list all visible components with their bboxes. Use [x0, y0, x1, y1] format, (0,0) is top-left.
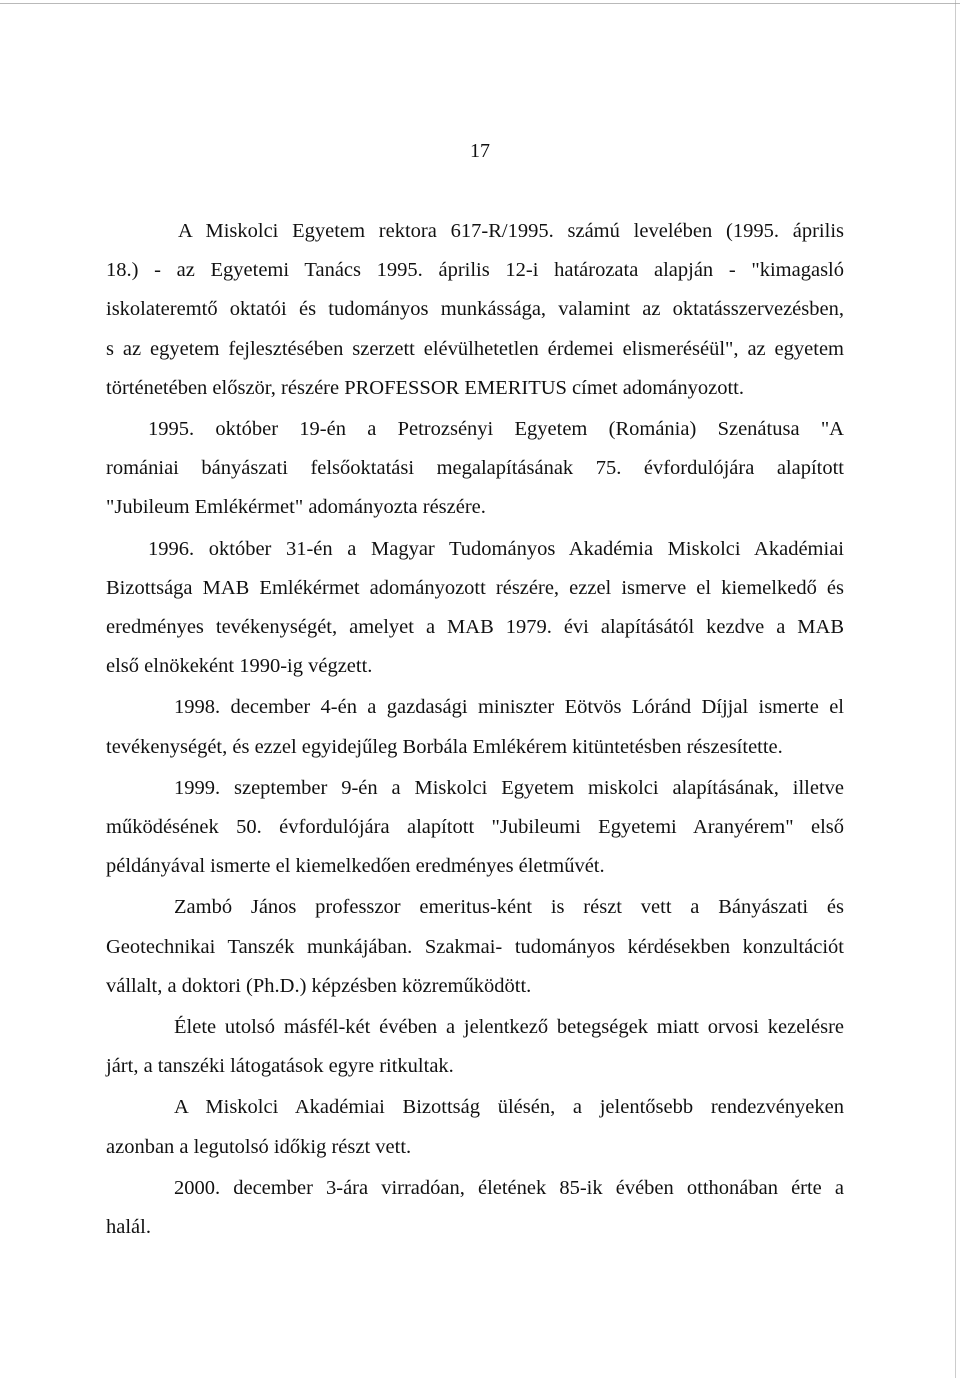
text-line: iskolateremtő oktatói és tudományos munkássága, valamint az oktatásszervezésben, — [106, 298, 844, 321]
paragraph-death — [106, 1169, 844, 1247]
text-line: 1995. október 19-én a Petrozsényi Egyetem (Románia) Szenátusa "A — [148, 418, 844, 441]
text-line: járt, a tanszéki látogatások egyre ritkultak. — [106, 1055, 454, 1078]
text-line: halál. — [106, 1216, 151, 1239]
text-line: 18.) - az Egyetemi Tanács 1995. április 12-i határozata alapján - "kimagasló — [106, 259, 844, 282]
text-line: példányával ismerte el kiemelkedően eredményes életművét. — [106, 855, 605, 878]
page-number: 17 — [470, 140, 490, 162]
paragraph-emeritus-work — [106, 888, 844, 1006]
paragraph-mab-medal — [106, 530, 844, 687]
text-line: romániai bányászati felsőoktatási megalapításának 75. évfordulójára alapított — [106, 457, 844, 480]
text-line: Geotechnikai Tanszék munkájában. Szakmai- tudományos kérdésekben konzultációt — [106, 935, 844, 958]
text-line: első elnökeként 1990-ig végzett. — [106, 655, 373, 678]
text-line: 2000. december 3-ára virradóan, életének 85-ik évében otthonában érte a — [174, 1176, 844, 1199]
scan-edge-right — [955, 0, 956, 1378]
text-line: tevékenységét, és ezzel egyidejűleg Borbála Emlékérem kitüntetésben részesítette. — [106, 735, 783, 758]
text-line: Élete utolsó másfél-két évében a jelentkező betegségek miatt orvosi kezelésre — [174, 1016, 844, 1039]
document-body — [106, 212, 844, 1247]
text-line: működésének 50. évfordulójára alapított "Jubileumi Egyetemi Aranyérem" első — [106, 816, 844, 839]
text-line: 1996. október 31-én a Magyar Tudományos Akadémia Miskolci Akadémiai — [148, 537, 844, 560]
text-line: történetében először, részére PROFESSOR EMERITUS címet adományozott. — [106, 376, 744, 399]
text-line: A Miskolci Akadémiai Bizottság ülésén, a jelentősebb rendezvényeken — [174, 1096, 844, 1119]
text-line: 1998. december 4-én a gazdasági miniszter Eötvös Lóránd Díjjal ismerte el — [174, 696, 844, 719]
paragraph-eotvos-award — [106, 688, 844, 766]
text-line: eredményes tevékenységét, amelyet a MAB 1979. évi alapításától kezdve a MAB — [106, 616, 844, 639]
paragraph-illness — [106, 1008, 844, 1086]
text-line: 1999. szeptember 9-én a Miskolci Egyetem miskolci alapításának, illetve — [174, 776, 844, 799]
text-line: Zambó János professzor emeritus-ként is részt vett a Bányászati és — [174, 896, 844, 919]
text-line: vállalt, a doktori (Ph.D.) képzésben közreműködött. — [106, 974, 532, 997]
text-line: "Jubileum Emlékérmet" adományozta részére. — [106, 496, 486, 519]
scan-edge-top — [0, 3, 960, 4]
paragraph-jubilee-gold-medal — [106, 769, 844, 887]
text-line: A Miskolci Egyetem rektora 617-R/1995. számú levelében (1995. április — [178, 220, 844, 242]
text-line: azonban a legutolsó időkig részt vett. — [106, 1135, 412, 1158]
text-line: Bizottsága MAB Emlékérmet adományozott részére, ezzel ismerve el kiemelkedő és — [106, 576, 844, 599]
paragraph-mab-meetings — [106, 1088, 844, 1166]
paragraph-professor-emeritus — [106, 212, 844, 408]
text-line: s az egyetem fejlesztésében szerzett elévülhetetlen érdemei elismeréséül", az egyetem — [106, 337, 844, 360]
paragraph-petrozseny-award — [106, 410, 844, 528]
